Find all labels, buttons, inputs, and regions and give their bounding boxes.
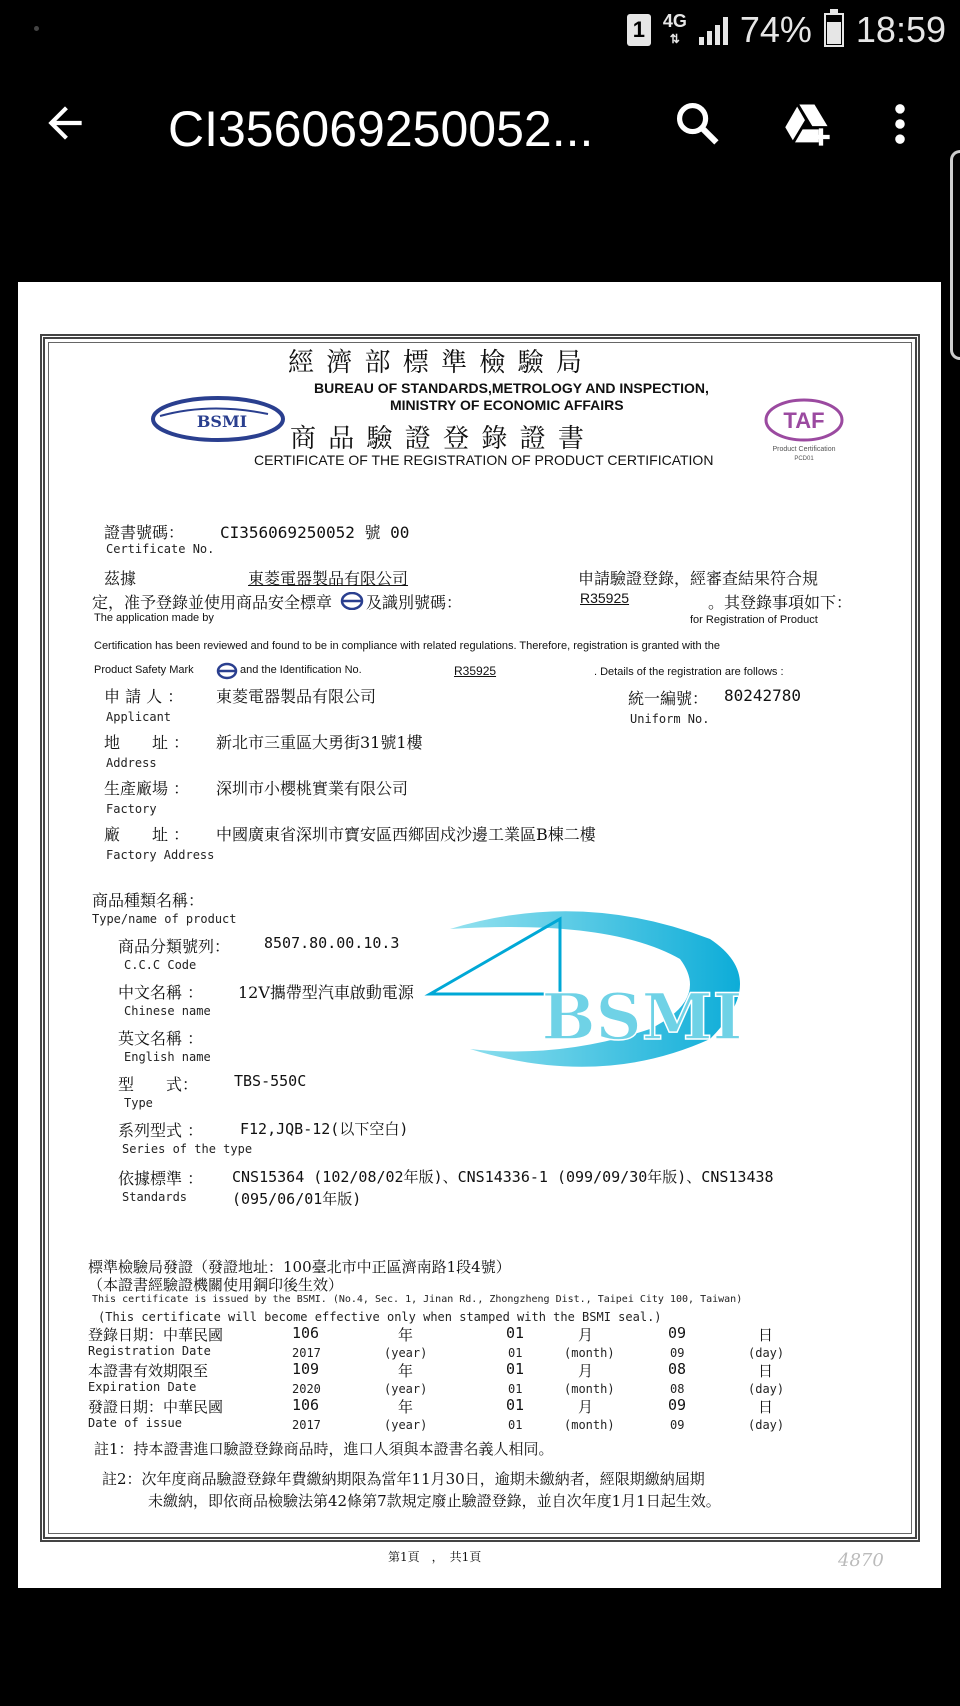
safety-mark-icon-small bbox=[216, 662, 238, 680]
date-day: 09 bbox=[668, 1324, 687, 1342]
agency-name-zh: 經 濟 部 標 準 檢 驗 局 bbox=[288, 348, 584, 378]
intro-line2-a: 定，准予登錄並使用商品安全標章 bbox=[92, 593, 333, 612]
date-roc-year: 109 bbox=[292, 1360, 320, 1378]
chinese-name-label: 中文名稱 ： bbox=[118, 983, 204, 1002]
note-2-b: 未繳納，即依商品檢驗法第42條第7款規定廢止驗證登錄，並自次年度1月1日起生效。 bbox=[148, 1492, 721, 1510]
document-page bbox=[18, 282, 941, 1588]
year-en: (year) bbox=[384, 1382, 428, 1396]
certificate-title-en: CERTIFICATE OF THE REGISTRATION OF PRODUCT CERTIFICATION bbox=[254, 452, 714, 468]
status-icons bbox=[627, 8, 946, 52]
year-zh: 年 bbox=[398, 1362, 414, 1380]
arrow-left-icon[interactable] bbox=[40, 98, 90, 148]
agency-name-en-2: MINISTRY OF ECONOMIC AFFAIRS bbox=[390, 397, 624, 413]
date-month: 01 bbox=[506, 1324, 525, 1342]
uniform-no-label: 統一編號： bbox=[628, 689, 709, 708]
model-en: Type bbox=[124, 1096, 153, 1110]
applicant-label: 申 請 人 ： bbox=[104, 687, 184, 706]
add-to-drive-icon[interactable] bbox=[782, 98, 834, 150]
search-icon[interactable] bbox=[672, 98, 724, 150]
battery-percent: 74% bbox=[739, 9, 812, 50]
standards-en: Standards bbox=[122, 1190, 188, 1204]
day-zh: 日 bbox=[758, 1398, 774, 1416]
fast-scroll-handle[interactable] bbox=[950, 150, 960, 360]
factory-address-en: Factory Address bbox=[106, 848, 215, 862]
battery-icon bbox=[824, 13, 844, 47]
watermark-text: BSMI bbox=[541, 980, 743, 1055]
date-ad-year: 2017 bbox=[292, 1418, 321, 1432]
date-ad-year: 2017 bbox=[292, 1346, 321, 1360]
page-number: 第1頁 ， 共1頁 bbox=[388, 1550, 482, 1564]
year-en: (year) bbox=[384, 1418, 428, 1432]
factory-address-value: 中國廣東省深圳市寶安區西鄉固戍沙邊工業區B棟二樓 bbox=[216, 825, 596, 844]
product-type-label: 商品種類名稱： bbox=[92, 891, 205, 910]
ccc-code-label: 商品分類號列： bbox=[118, 937, 231, 956]
day-en: (day) bbox=[748, 1382, 785, 1396]
date-label-en: Date of issue bbox=[88, 1416, 182, 1430]
apply-text: 申請驗證登錄，經審查結果符合規 bbox=[578, 569, 819, 588]
series-value: F12,JQB-12(以下空白) bbox=[240, 1120, 409, 1138]
company-name-underlined: 東菱電器製品有限公司 bbox=[248, 569, 409, 588]
ccc-code-en: C.C.C Code bbox=[124, 958, 197, 972]
safety-mark-icon bbox=[340, 592, 364, 610]
signal-icon bbox=[699, 15, 728, 45]
uniform-no-en: Uniform No. bbox=[630, 712, 710, 726]
date-month-en: 01 bbox=[508, 1346, 523, 1360]
intro-en-a: The application made by bbox=[94, 612, 214, 624]
intro-line2-c: 。其登錄事項如下： bbox=[708, 593, 853, 612]
product-type-en: Type/name of product bbox=[92, 912, 237, 926]
address-value: 新北市三重區大勇街31號1樓 bbox=[216, 733, 423, 752]
month-en: (month) bbox=[564, 1418, 615, 1432]
cert-no-value: CI356069250052 號 00 bbox=[220, 523, 410, 542]
factory-en: Factory bbox=[106, 802, 157, 816]
factory-address-label: 廠 址 ： bbox=[104, 825, 190, 844]
notification-dot bbox=[34, 26, 39, 31]
clock: 18:59 bbox=[855, 9, 946, 50]
year-zh: 年 bbox=[398, 1326, 414, 1344]
standards-label: 依據標準 ： bbox=[118, 1169, 204, 1188]
date-roc-year: 106 bbox=[292, 1396, 320, 1414]
year-en: (year) bbox=[384, 1346, 428, 1360]
month-zh: 月 bbox=[578, 1398, 594, 1416]
applicant-value: 東菱電器製品有限公司 bbox=[216, 687, 377, 706]
month-en: (month) bbox=[564, 1346, 615, 1360]
date-label: 登錄日期：中華民國 bbox=[88, 1326, 224, 1344]
registration-id: R35925 bbox=[580, 590, 630, 606]
date-day: 08 bbox=[668, 1360, 687, 1378]
date-month: 01 bbox=[506, 1360, 525, 1378]
network-type-label: 4G bbox=[662, 11, 687, 31]
english-name-label: 英文名稱 ： bbox=[118, 1029, 204, 1048]
date-day: 09 bbox=[668, 1396, 687, 1414]
agency-name-en-1: BUREAU OF STANDARDS,METROLOGY AND INSPECTION, bbox=[314, 380, 709, 396]
intro-zi-ju: 茲據 bbox=[104, 569, 137, 588]
issue-line-2: （本證書經驗證機關使用鋼印後生效） bbox=[88, 1276, 344, 1294]
date-roc-year: 106 bbox=[292, 1324, 320, 1342]
cert-no-en: Certificate No. bbox=[106, 542, 215, 556]
cert-no-label: 證書號碼： bbox=[104, 523, 185, 542]
taf-logo bbox=[764, 398, 864, 470]
date-label-en: Expiration Date bbox=[88, 1380, 197, 1394]
bsmi-logo bbox=[150, 394, 286, 444]
model-label: 型 式： bbox=[118, 1075, 199, 1094]
taf-logo-text: TAF bbox=[783, 408, 825, 433]
address-en: Address bbox=[106, 756, 157, 770]
intro-en-f: . Details of the registration are follows : bbox=[594, 666, 784, 678]
certificate-title-zh: 商 品 驗 證 登 錄 證 書 bbox=[290, 424, 586, 454]
issue-en-1: This certificate is issued by the BSMI. (No.4, Sec. 1, Jinan Rd., Zhongzheng Dist., Taipei City 100, Taiwan) bbox=[92, 1294, 743, 1305]
taf-sub1: Product Certification bbox=[772, 446, 836, 453]
registration-id-en: R35925 bbox=[454, 664, 497, 678]
note-2-a: 註2：次年度商品驗證登錄年費繳納期限為當年11月30日，逾期未繳納者，經限期繳納屆期 bbox=[102, 1470, 705, 1488]
date-day-en: 09 bbox=[670, 1418, 685, 1432]
bsmi-watermark bbox=[410, 899, 754, 1079]
date-month: 01 bbox=[506, 1396, 525, 1414]
date-label: 發證日期：中華民國 bbox=[88, 1398, 224, 1416]
app-bar bbox=[0, 60, 960, 190]
date-ad-year: 2020 bbox=[292, 1382, 321, 1396]
uniform-no-value: 80242780 bbox=[724, 686, 802, 705]
date-month-en: 01 bbox=[508, 1418, 523, 1432]
taf-sub2: PCD01 bbox=[794, 456, 814, 462]
factory-value: 深圳市小櫻桃實業有限公司 bbox=[216, 779, 409, 798]
more-vert-icon[interactable] bbox=[884, 98, 916, 150]
issue-en-2: (This certificate will become effective only when stamped with the BSMI seal.) bbox=[98, 1310, 662, 1324]
intro-en-d: Product Safety Mark bbox=[94, 664, 194, 676]
sim-icon: 1 bbox=[627, 14, 651, 46]
date-label-en: Registration Date bbox=[88, 1344, 211, 1358]
intro-en-e: and the Identification No. bbox=[240, 664, 362, 676]
month-en: (month) bbox=[564, 1382, 615, 1396]
day-zh: 日 bbox=[758, 1362, 774, 1380]
day-en: (day) bbox=[748, 1346, 785, 1360]
date-day-en: 09 bbox=[670, 1346, 685, 1360]
applicant-en: Applicant bbox=[106, 710, 172, 724]
day-zh: 日 bbox=[758, 1326, 774, 1344]
intro-en-b: for Registration of Product bbox=[690, 614, 818, 626]
series-label: 系列型式 ： bbox=[118, 1121, 204, 1140]
month-zh: 月 bbox=[578, 1362, 594, 1380]
model-value: TBS-550C bbox=[234, 1072, 307, 1090]
factory-label: 生產廠場 ： bbox=[104, 779, 190, 798]
standards-value-2: (095/06/01年版) bbox=[232, 1190, 362, 1208]
chinese-name-en: Chinese name bbox=[124, 1004, 211, 1018]
document-title: CI356069250052... bbox=[168, 101, 594, 157]
note-1: 註1：持本證書進口驗證登錄商品時，進口人須與本證書名義人相同。 bbox=[94, 1440, 554, 1458]
date-month-en: 01 bbox=[508, 1382, 523, 1396]
ccc-code-value: 8507.80.00.10.3 bbox=[264, 934, 400, 952]
month-zh: 月 bbox=[578, 1326, 594, 1344]
status-bar bbox=[0, 0, 960, 60]
day-en: (day) bbox=[748, 1418, 785, 1432]
intro-en-c: Certification has been reviewed and found to be in compliance with related regulations. Therefore, registration is granted with the bbox=[94, 640, 720, 652]
intro-line2-b: 及識別號碼： bbox=[366, 593, 463, 612]
chinese-name-value: 12V攜帶型汽車啟動電源 bbox=[238, 983, 414, 1002]
series-en: Series of the type bbox=[122, 1142, 253, 1156]
english-name-en: English name bbox=[124, 1050, 211, 1064]
network-type-icon: 4G ⇅ bbox=[662, 11, 687, 46]
date-label: 本證書有效期限至 bbox=[88, 1362, 209, 1380]
address-label: 地 址 ： bbox=[104, 733, 190, 752]
year-zh: 年 bbox=[398, 1398, 414, 1416]
date-day-en: 08 bbox=[670, 1382, 685, 1396]
issue-line-1: 標準檢驗局發證（發證地址：100臺北市中正區濟南路1段4號） bbox=[88, 1258, 511, 1276]
standards-value-1: CNS15364 (102/08/02年版)、CNS14336-1 (099/09/30年版)、CNS13438 bbox=[232, 1168, 774, 1186]
handwritten-note: 4870 bbox=[838, 1550, 884, 1571]
bsmi-logo-text: BSMI bbox=[196, 412, 248, 431]
